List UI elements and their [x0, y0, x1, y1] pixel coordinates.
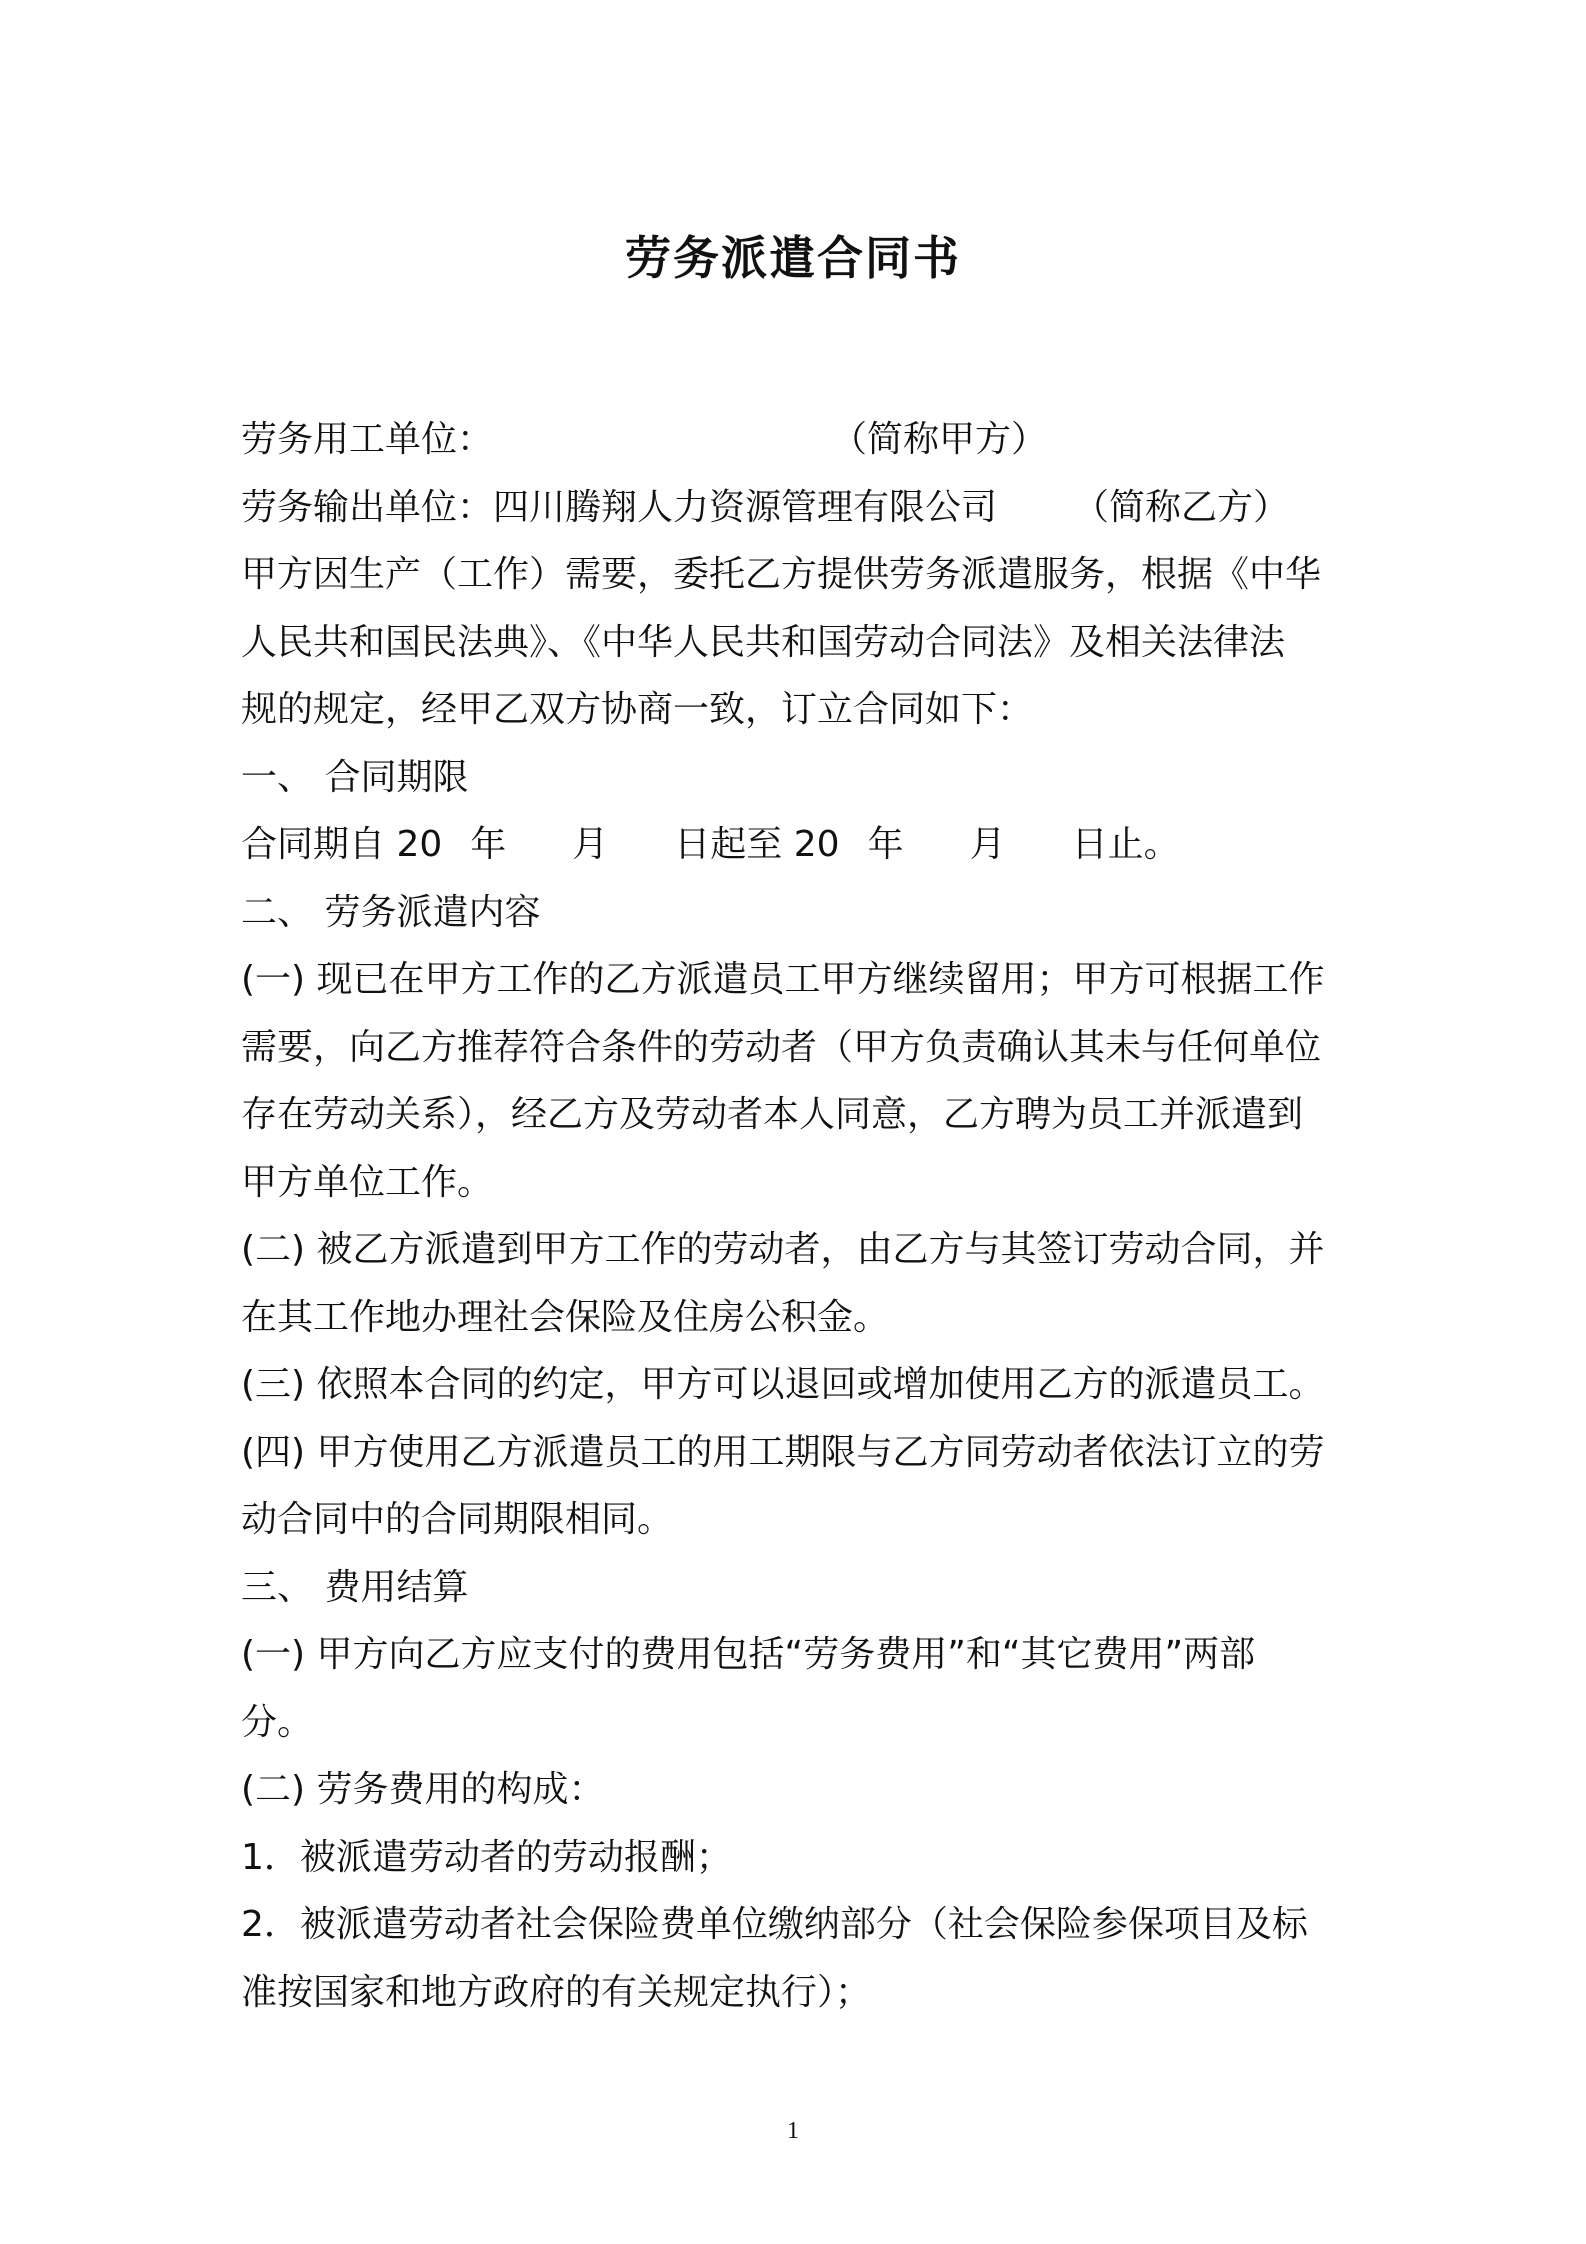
clause-text: 现已在甲方工作的乙方派遣员工甲方继续留用；甲方可根据工作	[305, 959, 1325, 1000]
clause-text: 甲方向乙方应支付的费用包括“劳务费用”和“其它费用”两部	[305, 1634, 1256, 1675]
clause-number: (三)	[241, 1364, 306, 1405]
party-b-line	[241, 474, 1361, 542]
clause-number: (一)	[241, 1634, 306, 1675]
term-month-2: 月	[969, 824, 1006, 865]
list-item	[241, 1824, 1361, 1892]
contract-term-line	[241, 811, 1361, 879]
clause-number: (四)	[241, 1431, 306, 1473]
clause-number: (二)	[241, 1229, 306, 1270]
clause-text: 甲方使用乙方派遣员工的用工期限与乙方同劳动者依法订立的劳	[305, 1431, 1325, 1473]
clause-line: 分。	[241, 1701, 314, 1743]
list-number: 1．	[241, 1836, 300, 1878]
clause-line: 在其工作地办理社会保险及住房公积金。	[241, 1296, 890, 1338]
clause-line	[241, 1621, 1361, 1689]
list-item-continuation: 准按国家和地方政府的有关规定执行）；	[241, 1971, 872, 2013]
page-number: 1	[787, 2118, 799, 2144]
preamble-line: 人民共和国民法典》、《中华人民共和国劳动合同法》及相关法律法	[241, 621, 1286, 663]
clause-line	[241, 1419, 1361, 1487]
clause-text: 被乙方派遣到甲方工作的劳动者，由乙方与其签订劳动合同，并	[305, 1229, 1325, 1270]
preamble-line: 规的规定，经甲乙双方协商一致，订立合同如下：	[241, 689, 1034, 730]
clause-text: 依照本合同的约定，甲方可以退回或增加使用乙方的派遣员工。	[305, 1364, 1325, 1405]
clause-text: 劳务费用的构成：	[305, 1769, 605, 1810]
party-b-value: 四川腾翔人力资源管理有限公司	[493, 486, 998, 528]
clause-line: 甲方单位工作。	[241, 1161, 494, 1203]
section-2-heading: 二、 劳务派遣内容	[241, 891, 541, 933]
term-year-2: 年	[867, 824, 904, 865]
clause-line	[241, 946, 1361, 1014]
clause-number: (一)	[241, 959, 306, 1000]
clause-line	[241, 1351, 1361, 1419]
term-mid: 日起至 20	[674, 824, 840, 865]
party-a-line	[241, 406, 1361, 474]
term-year-1: 年	[470, 824, 507, 865]
preamble-line: 甲方因生产（工作）需要，委托乙方提供劳务派遣服务，根据《中华	[241, 554, 1322, 595]
clause-line: 存在劳动关系），经乙方及劳动者本人同意，乙方聘为员工并派遣到	[241, 1094, 1304, 1135]
list-text: 被派遣劳动者的劳动报酬；	[299, 1836, 732, 1878]
party-b-label: 劳务输出单位：	[241, 486, 494, 528]
party-a-abbr: （简称甲方）	[831, 419, 1048, 460]
document-body	[241, 406, 1361, 2026]
party-b-abbr: （简称乙方）	[1073, 486, 1290, 528]
list-text: 被派遣劳动者社会保险费单位缴纳部分（社会保险参保项目及标	[299, 1904, 1308, 1945]
document-title: 劳务派遣合同书	[625, 231, 961, 285]
clause-number: (二)	[241, 1769, 306, 1810]
clause-line: 需要，向乙方推荐符合条件的劳动者（甲方负责确认其未与任何单位	[241, 1026, 1322, 1068]
term-end: 日止。	[1071, 824, 1180, 865]
term-month-1: 月	[572, 824, 609, 865]
clause-line: 动合同中的合同期限相同。	[241, 1499, 674, 1540]
clause-line	[241, 1216, 1361, 1284]
list-item	[241, 1891, 1361, 1959]
section-1-heading: 一、 合同期限	[241, 756, 469, 798]
list-number: 2．	[241, 1904, 300, 1945]
party-a-label: 劳务用工单位：	[241, 419, 494, 460]
clause-line	[241, 1756, 1361, 1824]
term-prefix: 合同期自 20	[241, 824, 443, 865]
section-3-heading: 三、 费用结算	[241, 1566, 469, 1608]
